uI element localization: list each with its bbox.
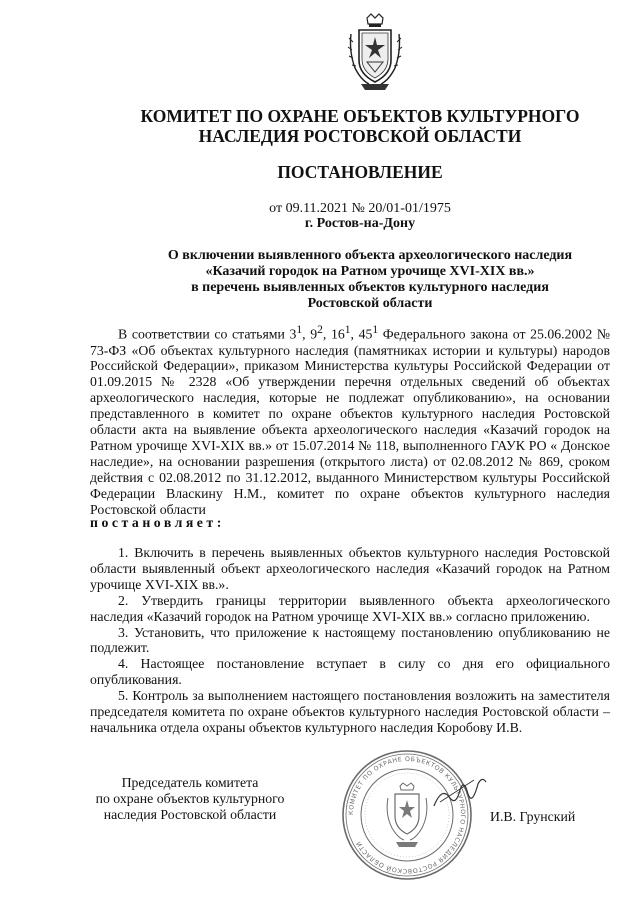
superscript: 2 — [317, 324, 323, 336]
signer-position-line-3: наследия Ростовской области — [103, 807, 277, 822]
subject-line-3: в перечень выявленных объектов культурного наследия — [191, 280, 549, 295]
resolution-item: 3. Установить, что приложение к настоящему постановлению опубликованию не подлежит. — [90, 624, 610, 656]
handwritten-signature-icon — [430, 772, 490, 812]
preamble-paragraph — [90, 323, 610, 517]
official-seal-icon — [340, 748, 474, 882]
document-date-number: от 09.11.2021 № 20/01-01/1975 — [269, 201, 451, 216]
committee-line-2: НАСЛЕДИЯ РОСТОВСКОЙ ОБЛАСТИ — [198, 126, 522, 146]
resolution-item: 1. Включить в перечень выявленных объектов культурного наследия Ростовской области выявленный объект археологического наследия «Казачий городок на Ратном урочище XVI-XIX вв.». — [90, 545, 610, 592]
superscript: 1 — [296, 324, 303, 336]
document-subject — [100, 248, 640, 312]
preamble-text-5: Федерального закона от 25.06.2002 № 73-ФЗ «Об объектах культурного наследия (памятниках истории и культуры) народов Российской Федерации», приказом Министерства культуры Российской Федерации от 01.09.2015 № 2328 «Об утверждении перечня отдельных сведений об объектах археологического наследия, которые не подлежат опубликованию», на основании представленного в комитет по охране объектов культурного наследия Ростовской области акта на выявление объекта археологического наследия «Казачий городок на Ратном урочище XVI-XIX вв.» от 15.07.2014 № 118, выполненного ГАУК РО « Донское наследие», на основании разрешения (открытого листа) от 02.08.2012 № 869, сроком действия с 02.08.2012 по 31.12.2012, выданного Министерством культуры Российской Федерации Власкину Н.М., комитет по охране объектов культурного наследия Ростовской области — [90, 326, 611, 517]
resolution-item: 4. Настоящее постановление вступает в силу со дня его официального опубликования. — [90, 656, 610, 688]
superscript: 1 — [344, 324, 351, 336]
preamble-text-4: , 45 — [350, 326, 373, 342]
preamble-text-3: , 16 — [322, 326, 345, 342]
resolves-word: постановляет: — [90, 515, 225, 530]
signer-position-line-2: по охране объектов культурного — [95, 791, 285, 806]
resolution-item: 2. Утвердить границы территории выявленного объекта археологического наследия «Казачий городок на Ратном урочище XVI-XIX вв.» согласно приложению. — [90, 592, 610, 624]
signer-name: И.В. Грунский — [490, 809, 576, 824]
signer-position-line-1: Председатель комитета — [121, 775, 259, 790]
document-type: ПОСТАНОВЛЕНИЕ — [277, 162, 443, 182]
committee-line-1: КОМИТЕТ ПО ОХРАНЕ ОБЪЕКТОВ КУЛЬТУРНОГО — [140, 106, 580, 126]
document-city: г. Ростов-на-Дону — [304, 216, 416, 231]
signer-position — [90, 775, 290, 823]
superscript: 1 — [372, 324, 379, 336]
subject-line-1: О включении выявленного объекта археологического наследия — [167, 248, 573, 263]
preamble-text-1: В соответствии со статьями 3 — [118, 326, 297, 342]
committee-name — [100, 106, 620, 146]
seal-text: КОМИТЕТ ПО ОХРАНЕ ОБЪЕКТОВ КУЛЬТУРНОГО НАСЛЕДИЯ РОСТОВСКОЙ ОБЛАСТИ — [347, 755, 467, 875]
coat-of-arms-icon — [347, 12, 403, 92]
subject-line-2: «Казачий городок на Ратном урочище XVI-XIX вв.» — [205, 264, 535, 279]
subject-line-4: Ростовской области — [307, 296, 433, 311]
resolution-items — [90, 545, 610, 736]
preamble-text-2: , 9 — [302, 326, 318, 342]
resolution-item: 5. Контроль за выполнением настоящего постановления возложить на заместителя председателя комитета по охране объектов культурного наследия Ростовской области – начальника отдела охраны объектов культурного наследия Коробову И.В. — [90, 688, 610, 735]
